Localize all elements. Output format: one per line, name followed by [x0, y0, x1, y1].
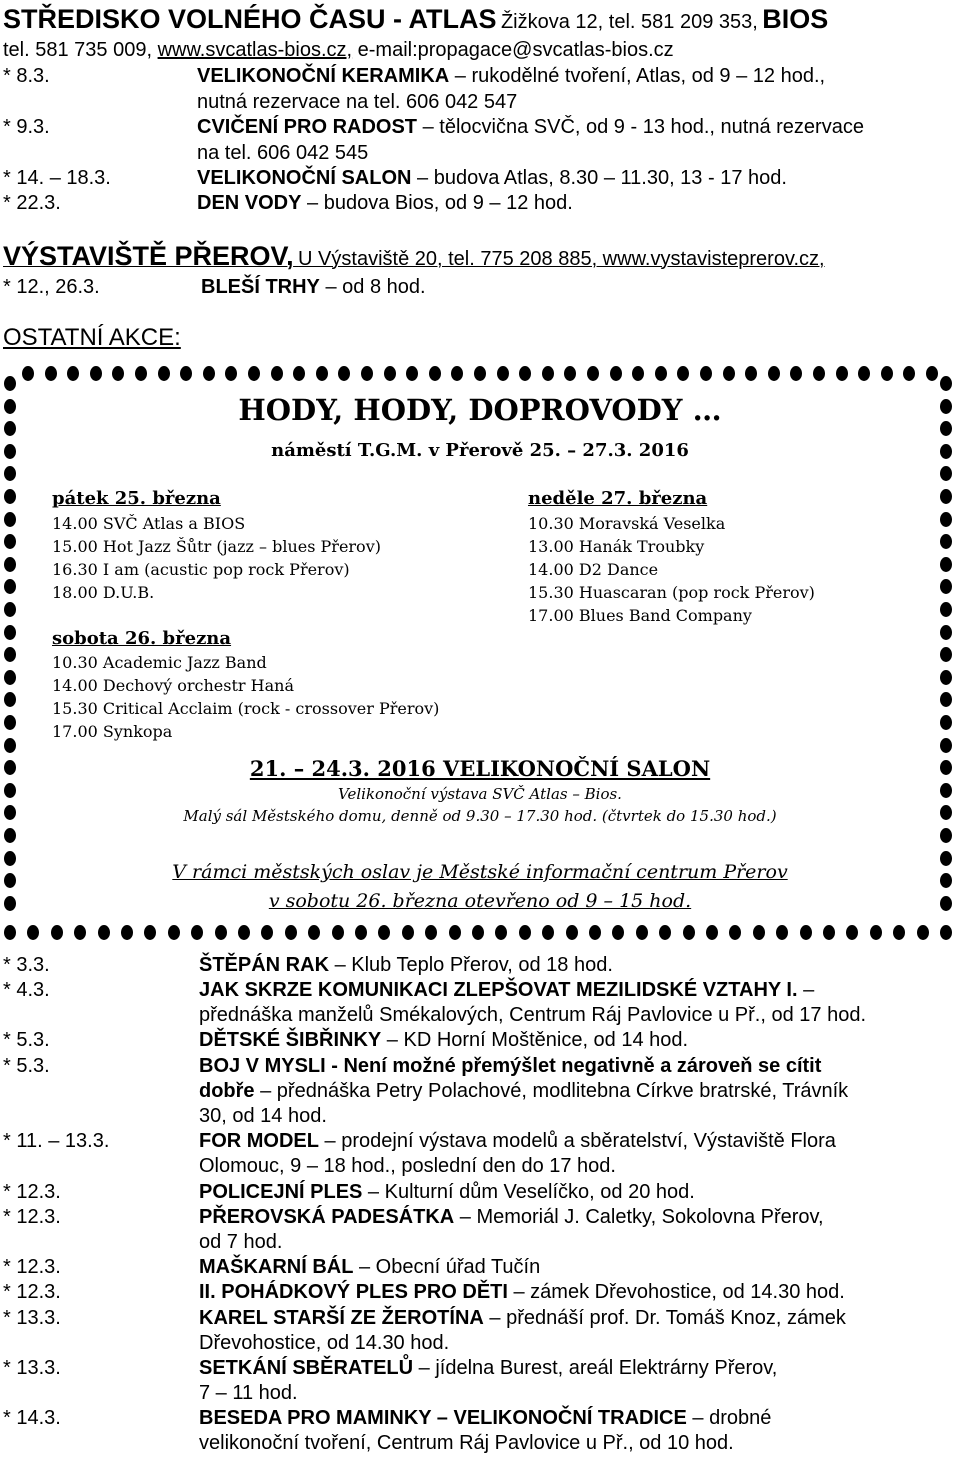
event-cont: od 7 hod.: [199, 1231, 283, 1253]
border-dot: [940, 444, 952, 459]
border-dot: [846, 925, 858, 940]
event-title: JAK SKRZE KOMUNIKACI ZLEPŠOVAT MEZILIDSKÉ VZTAHY I.: [199, 979, 798, 1001]
border-dot: [238, 925, 250, 940]
saturday-item: 14.00 Dechový orchestr Haná: [52, 676, 294, 695]
border-dot: [542, 366, 554, 381]
event-text: [199, 1205, 824, 1229]
event-date: * 9.3.: [3, 116, 50, 138]
border-dot: [67, 366, 79, 381]
event-detail: – budova Bios, od 9 – 12 hod.: [307, 192, 573, 214]
border-dot: [361, 366, 373, 381]
border-dot: [940, 783, 952, 798]
event-detail: – jídelna Burest, areál Elektrárny Přerov,: [413, 1357, 778, 1379]
info-line: v sobotu 26. března otevřeno od 9 – 15 hod.: [268, 890, 692, 912]
border-dot: [4, 851, 16, 866]
border-dot: [940, 738, 952, 753]
border-dot: [4, 828, 16, 843]
border-dot: [449, 925, 461, 940]
email-text: e-mail:propagace@svcatlas-bios.cz: [357, 39, 674, 61]
border-dot: [293, 366, 305, 381]
border-dot: [4, 534, 16, 549]
border-dot: [203, 366, 215, 381]
border-dot: [4, 670, 16, 685]
border-dot: [940, 602, 952, 617]
event-text: [199, 1255, 540, 1279]
border-dot: [700, 366, 712, 381]
event-title: FOR MODEL: [199, 1130, 319, 1152]
border-dot: [355, 925, 367, 940]
border-dot: [940, 925, 952, 940]
event-text: [197, 191, 573, 215]
border-dot: [813, 366, 825, 381]
border-dot: [823, 925, 835, 940]
border-dot: [474, 366, 486, 381]
border-dot: [940, 376, 952, 391]
border-dot: [4, 715, 16, 730]
event-date: * 13.3.: [3, 1307, 61, 1329]
event-detail: – budova Atlas, 8.30 – 11.30, 13 - 17 hod.: [417, 167, 787, 189]
border-dot: [74, 925, 86, 940]
event-date: * 12.3.: [3, 1256, 61, 1278]
border-dot: [191, 925, 203, 940]
event-title: II. POHÁDKOVÝ PLES PRO DĚTI: [199, 1281, 508, 1303]
border-dot: [497, 366, 509, 381]
event-title: MAŠKARNÍ BÁL: [199, 1256, 354, 1278]
border-dot: [926, 366, 938, 381]
event-cont: na tel. 606 042 545: [197, 142, 369, 164]
border-dot: [753, 925, 765, 940]
border-dot: [870, 925, 882, 940]
event-date: * 22.3.: [3, 192, 61, 214]
event-text: [197, 115, 864, 139]
event-date: * 12.3.: [3, 1181, 61, 1203]
border-dot: [4, 557, 16, 572]
event-cont: 7 – 11 hod.: [199, 1382, 298, 1404]
saturday-item: 17.00 Synkopa: [52, 722, 173, 741]
bios-label: BIOS: [762, 4, 829, 34]
border-dot: [566, 925, 578, 940]
event-title: BLEŠÍ TRHY: [201, 276, 320, 298]
border-dot: [90, 366, 102, 381]
border-dot: [4, 925, 16, 940]
header-line-1: [3, 4, 828, 34]
event-cont: nutná rezervace na tel. 606 042 547: [197, 91, 518, 113]
salon-heading: 21. – 24.3. 2016 VELIKONOČNÍ SALON: [249, 756, 711, 781]
event-title: VELIKONOČNÍ KERAMIKA: [197, 65, 450, 87]
border-dot: [168, 925, 180, 940]
event-date: * 14. – 18.3.: [3, 167, 111, 189]
border-dot: [940, 466, 952, 481]
border-dot: [636, 925, 648, 940]
bios-phone: tel. 581 735 009,: [3, 39, 153, 61]
border-dot: [402, 925, 414, 940]
event-date: * 14.3.: [3, 1407, 61, 1429]
event-detail: – Kulturní dům Veselíčko, od 20 hod.: [362, 1181, 695, 1203]
border-dot: [4, 625, 16, 640]
border-dot: [495, 925, 507, 940]
saturday-heading: sobota 26. března: [52, 628, 232, 649]
atlas-address: Žižkova 12, tel. 581 209 353,: [500, 11, 758, 33]
border-dot: [4, 692, 16, 707]
sunday-item: 10.30 Moravská Veselka: [528, 514, 726, 533]
event-detail: – KD Horní Moštěnice, od 14 hod.: [381, 1029, 689, 1051]
border-dot: [4, 444, 16, 459]
border-dot: [429, 366, 441, 381]
border-dot: [940, 625, 952, 640]
friday-item: 16.30 I am (acustic pop rock Přerov): [52, 560, 350, 579]
event-detail: – Memoriál J. Caletky, Sokolovna Přerov,: [454, 1206, 824, 1228]
salon-line: Velikonoční výstava SVČ Atlas – Bios.: [338, 785, 622, 803]
border-dot: [378, 925, 390, 940]
border-dot: [225, 366, 237, 381]
border-dot: [4, 738, 16, 753]
border-dot: [836, 366, 848, 381]
border-dot: [338, 366, 350, 381]
event-text: [199, 953, 613, 977]
sunday-item: 17.00 Blues Band Company: [528, 606, 752, 625]
vystaviste-heading: [3, 241, 825, 271]
event-text: [199, 1028, 688, 1052]
border-dot: [632, 366, 644, 381]
border-dot: [4, 579, 16, 594]
border-dot: [4, 896, 16, 911]
event-text: [197, 64, 825, 88]
border-dot: [121, 925, 133, 940]
border-dot: [4, 466, 16, 481]
event-title: DEN VODY: [197, 192, 302, 214]
event-text: [199, 1306, 846, 1330]
event-title: DĚTSKÉ ŠIBŘINKY: [199, 1029, 382, 1051]
event-date: * 8.3.: [3, 65, 50, 87]
event-detail: – drobné: [686, 1407, 772, 1429]
border-dot: [180, 366, 192, 381]
event-text: [199, 1280, 845, 1304]
event-detail: – rukodělné tvoření, Atlas, od 9 – 12 hod.,: [454, 65, 826, 87]
border-dot: [729, 925, 741, 940]
border-dot: [587, 366, 599, 381]
border-dot: [27, 925, 39, 940]
friday-item: 15.00 Hot Jazz Šůtr (jazz – blues Přerov): [52, 537, 381, 556]
border-dot: [683, 925, 695, 940]
friday-item: 18.00 D.U.B.: [52, 583, 155, 602]
border-dot: [776, 925, 788, 940]
border-dot: [745, 366, 757, 381]
border-dot: [940, 421, 952, 436]
border-dot: [940, 851, 952, 866]
event-detail: – přednáší prof. Dr. Tomáš Knoz, zámek: [483, 1307, 846, 1329]
event-date: * 5.3.: [3, 1055, 50, 1077]
border-dot: [4, 760, 16, 775]
border-dot: [4, 873, 16, 888]
border-dot: [215, 925, 227, 940]
border-dot: [940, 873, 952, 888]
event-title: PŘEROVSKÁ PADESÁTKA: [199, 1206, 455, 1228]
page-title: STŘEDISKO VOLNÉHO ČASU - ATLAS: [3, 4, 497, 34]
border-dot: [940, 534, 952, 549]
border-dot: [655, 366, 667, 381]
border-dot: [940, 670, 952, 685]
box-subtitle: náměstí T.G.M. v Přerově 25. – 27.3. 2016: [271, 440, 689, 461]
border-dot: [940, 579, 952, 594]
sunday-item: 15.30 Huascaran (pop rock Přerov): [528, 583, 815, 602]
event-cont: Olomouc, 9 – 18 hod., poslední den do 17 hod.: [199, 1155, 616, 1177]
border-dot: [316, 366, 328, 381]
saturday-item: 10.30 Academic Jazz Band: [52, 653, 267, 672]
event-date: * 12.3.: [3, 1206, 61, 1228]
event-cont: přednáška manželů Smékalových, Centrum Ráj Pavlovice u Př., od 17 hod.: [199, 1004, 867, 1026]
vystaviste-title: VÝSTAVIŠTĚ PŘEROV,: [3, 241, 294, 271]
border-dot: [332, 925, 344, 940]
border-dot: [659, 925, 671, 940]
border-dot: [308, 925, 320, 940]
event-detail: – Klub Teplo Přerov, od 18 hod.: [329, 954, 613, 976]
ostatni-heading: OSTATNÍ AKCE:: [3, 324, 181, 351]
border-dot: [4, 512, 16, 527]
border-dot: [940, 896, 952, 911]
border-dot: [940, 692, 952, 707]
border-dot: [4, 647, 16, 662]
border-dot: [4, 805, 16, 820]
border-dot: [723, 366, 735, 381]
event-date: * 13.3.: [3, 1357, 61, 1379]
border-dot: [940, 805, 952, 820]
event-title: BESEDA PRO MAMINKY – VELIKONOČNÍ TRADICE: [199, 1407, 687, 1429]
salon-line: Malý sál Městského domu, denně od 9.30 – 17.30 hod. (čtvrtek do 15.30 hod.): [183, 807, 777, 825]
event-cont: velikonoční tvoření, Centrum Ráj Pavlovice u Př., od 10 hod.: [199, 1432, 734, 1454]
info-line: V rámci městských oslav je Městské informační centrum Přerov: [172, 861, 788, 883]
event-date: * 12.3.: [3, 1281, 61, 1303]
border-dot: [4, 399, 16, 414]
border-dot: [135, 366, 147, 381]
border-dot: [285, 925, 297, 940]
vystaviste-detail: U Výstaviště 20, tel. 775 208 885, www.vystavisteprerov.cz,: [298, 248, 825, 270]
border-dot: [425, 925, 437, 940]
border-dot: [940, 557, 952, 572]
event-detail: – Obecní úřad Tučín: [353, 1256, 541, 1278]
border-dot: [800, 925, 812, 940]
border-dot: [451, 366, 463, 381]
event-title: VELIKONOČNÍ SALON: [197, 167, 412, 189]
border-dot: [4, 376, 16, 391]
event-title: CVIČENÍ PRO RADOST: [197, 116, 418, 138]
event-title: ŠTĚPÁN RAK: [199, 954, 330, 976]
event-title: POLICEJNÍ PLES: [199, 1181, 363, 1203]
box-title: HODY, HODY, DOPROVODY …: [238, 393, 722, 427]
border-dot: [112, 366, 124, 381]
border-dot: [610, 366, 622, 381]
border-dot: [4, 421, 16, 436]
event-text: [197, 166, 787, 190]
event-detail: –: [797, 979, 815, 1001]
event-date: * 4.3.: [3, 979, 50, 1001]
border-dot: [940, 760, 952, 775]
sunday-heading: neděle 27. března: [528, 488, 708, 509]
border-dot: [271, 366, 283, 381]
event-text: [199, 978, 814, 1002]
event-detail: – od 8 hod.: [325, 276, 426, 298]
event-cont: Dřevohostice, od 14.30 hod.: [199, 1332, 450, 1354]
border-dot: [858, 366, 870, 381]
event-title: SETKÁNÍ SBĚRATELŮ: [199, 1357, 414, 1379]
border-dot: [158, 366, 170, 381]
border-dot: [677, 366, 689, 381]
border-dot: [248, 366, 260, 381]
border-dot: [45, 366, 57, 381]
event-date: * 5.3.: [3, 1029, 50, 1051]
friday-item: 14.00 SVČ Atlas a BIOS: [52, 514, 246, 533]
event-detail: – prodejní výstava modelů a sběratelství, Výstaviště Flora: [319, 1130, 836, 1152]
border-dot: [472, 925, 484, 940]
border-dot: [589, 925, 601, 940]
event-text: [199, 1054, 821, 1078]
event-text: [201, 275, 426, 299]
border-dot: [940, 715, 952, 730]
border-dot: [542, 925, 554, 940]
event-text: [199, 1356, 777, 1380]
website-link[interactable]: www.svcatlas-bios.cz,: [157, 39, 353, 61]
border-dot: [519, 366, 531, 381]
border-dot: [612, 925, 624, 940]
border-dot: [893, 925, 905, 940]
border-dot: [51, 925, 63, 940]
header-line-2: [3, 38, 674, 62]
border-dot: [519, 925, 531, 940]
border-dot: [406, 366, 418, 381]
border-dot: [940, 512, 952, 527]
event-date: * 11. – 13.3.: [3, 1130, 110, 1152]
border-dot: [261, 925, 273, 940]
border-dot: [98, 925, 110, 940]
border-dot: [384, 366, 396, 381]
event-detail: – zámek Dřevohostice, od 14.30 hod.: [507, 1281, 845, 1303]
event-title: KAREL STARŠÍ ZE ŽEROTÍNA: [199, 1307, 484, 1329]
saturday-item: 15.30 Critical Acclaim (rock - crossover Přerov): [52, 699, 440, 718]
border-dot: [940, 399, 952, 414]
border-dot: [881, 366, 893, 381]
border-dot: [564, 366, 576, 381]
border-dot: [940, 647, 952, 662]
border-dot: [4, 783, 16, 798]
border-dot: [4, 489, 16, 504]
event-cont: dobře – přednáška Petry Polachové, modlitebna Církve bratrské, Trávník: [199, 1080, 849, 1102]
sunday-item: 14.00 D2 Dance: [528, 560, 659, 579]
event-date: * 3.3.: [3, 954, 50, 976]
friday-heading: pátek 25. března: [52, 488, 221, 509]
border-dot: [4, 602, 16, 617]
border-dot: [903, 366, 915, 381]
event-text: [199, 1180, 695, 1204]
border-dot: [790, 366, 802, 381]
event-date: * 12., 26.3.: [3, 276, 100, 298]
border-dot: [917, 925, 929, 940]
event-detail: – tělocvična SVČ, od 9 - 13 hod., nutná rezervace: [422, 116, 864, 138]
event-text: [199, 1129, 836, 1153]
event-cont: 30, od 14 hod.: [199, 1105, 327, 1127]
event-text: [199, 1406, 771, 1430]
border-dot: [940, 828, 952, 843]
border-dot: [706, 925, 718, 940]
sunday-item: 13.00 Hanák Troubky: [528, 537, 705, 556]
event-title: BOJ V MYSLI - Není možné přemýšlet negativně a zároveň se cítit: [199, 1055, 822, 1077]
border-dot: [22, 366, 34, 381]
border-dot: [940, 489, 952, 504]
border-dot: [144, 925, 156, 940]
border-dot: [768, 366, 780, 381]
